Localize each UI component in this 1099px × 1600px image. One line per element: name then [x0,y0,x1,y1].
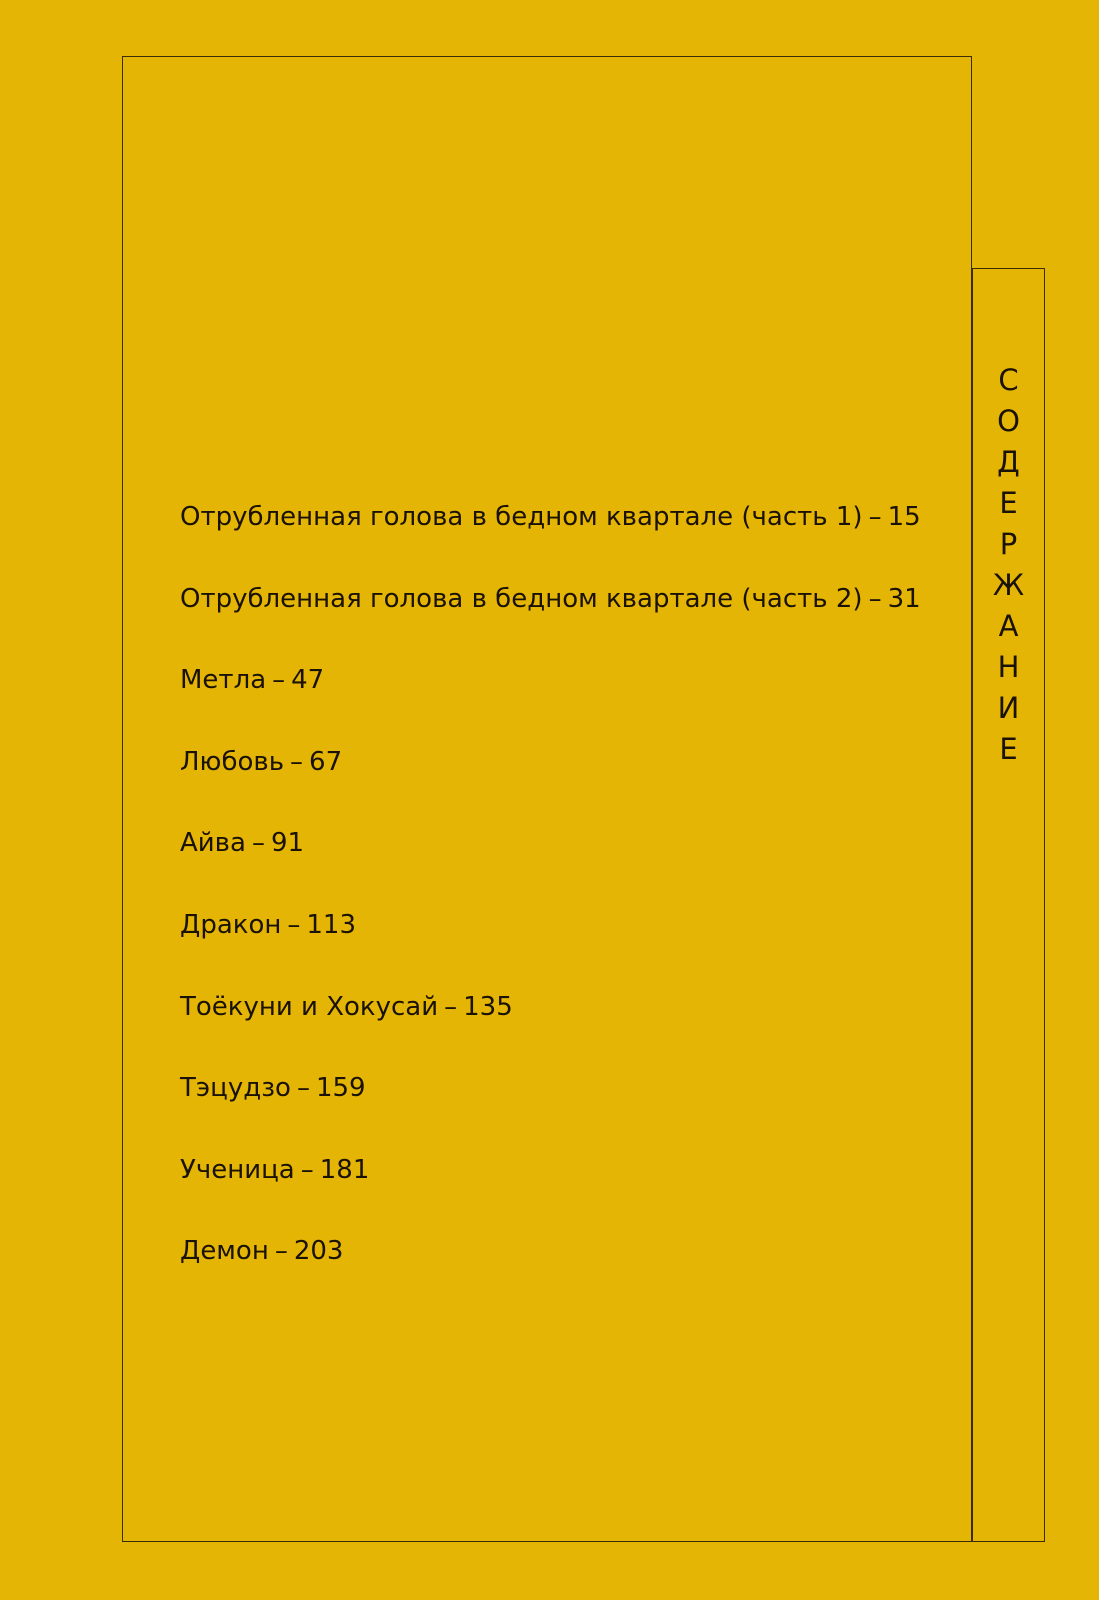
toc-separator: – [868,502,882,532]
toc-entry-page: 31 [887,583,921,614]
toc-entry-title: Ученица [180,1154,295,1185]
toc-separator: – [444,991,458,1022]
toc-entry-page: 113 [306,909,356,940]
toc-entry-page: 181 [319,1154,370,1185]
toc-entry-page: 203 [293,1236,344,1267]
toc-entry [180,905,940,987]
toc-entry-page: 67 [309,746,343,777]
toc-entry-title: Метла [180,665,267,696]
toc-entry [180,660,940,742]
toc-entry-title: Дракон [180,909,282,940]
side-title-letter: Н [997,650,1020,684]
toc-entry-title: Демон [180,1236,269,1267]
toc-entry-title: Отрубленная голова в бедном квартале (часть 1) [180,502,863,532]
side-tab-title [972,360,1045,770]
toc-entry-page: 91 [270,828,305,859]
toc-entry [180,1150,940,1232]
side-title-letter: А [998,609,1019,643]
toc-entry [180,497,940,579]
toc-separator: – [287,909,301,940]
toc-entry [180,1231,940,1313]
toc-entry [180,579,940,661]
toc-entry [180,742,940,824]
toc-entry-title: Тэцудзо [180,1073,291,1104]
toc-separator: – [274,1236,288,1267]
table-of-contents [180,497,940,1313]
side-title-letter: Е [999,732,1018,766]
side-title-letter: Р [999,527,1018,561]
side-title-letter: И [997,691,1020,725]
toc-separator: – [272,665,286,696]
toc-entry-title: Тоёкуни и Хокусай [180,991,439,1022]
toc-entry [180,987,940,1069]
side-title-letter: Е [999,486,1018,520]
side-title-letter: О [997,404,1020,438]
toc-entry-page: 135 [463,991,513,1022]
side-title-letter: Д [997,445,1020,479]
toc-entry-page: 159 [315,1073,366,1104]
toc-entry-title: Айва [180,828,246,859]
toc-separator: – [251,828,265,859]
toc-entry-title: Любовь [180,746,285,777]
toc-entry-page: 15 [887,502,921,532]
toc-entry [180,823,940,905]
toc-entry [180,1068,940,1150]
toc-separator: – [290,746,304,777]
side-title-letter: Ж [992,568,1025,602]
toc-separator: – [868,583,882,614]
side-title-letter: С [998,363,1019,397]
toc-separator: – [300,1154,314,1185]
toc-entry-page: 47 [291,665,325,696]
toc-entry-title: Отрубленная голова в бедном квартале (часть 2) [180,583,863,614]
toc-separator: – [296,1073,310,1104]
